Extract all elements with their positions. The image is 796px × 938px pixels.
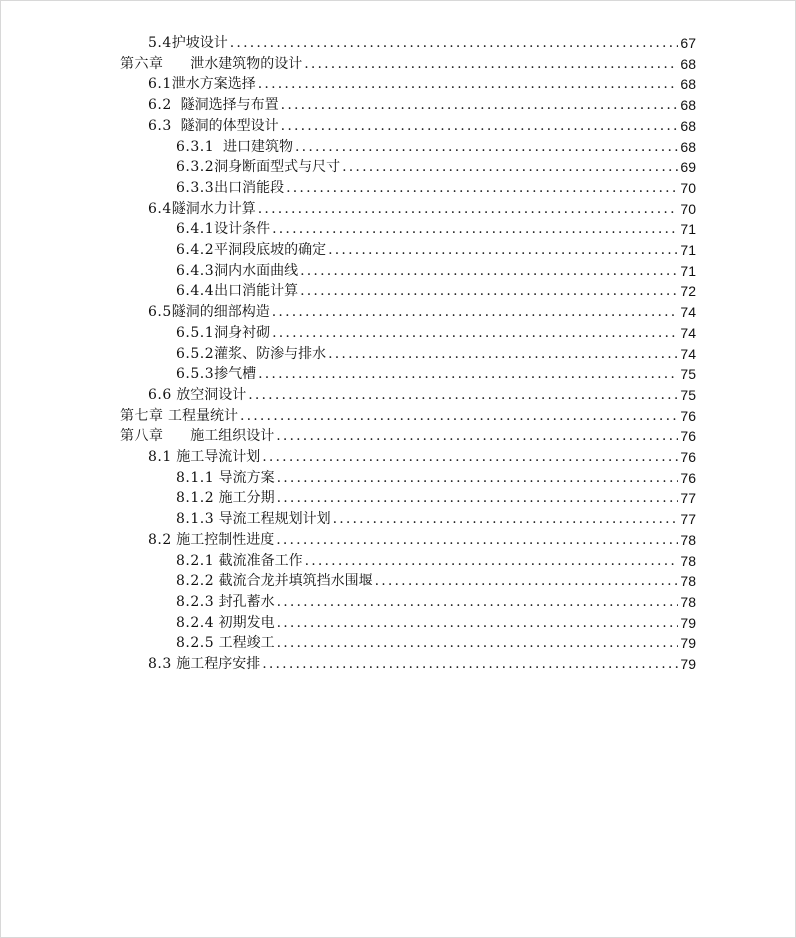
toc-entry-title: 护坡设计 [171,35,228,51]
toc-entry-page-number: 76 [680,428,696,445]
toc-entry[interactable] [176,467,696,487]
toc-entry-title: 施工程序安排 [176,656,261,672]
toc-entry-title: 工程竣工 [218,635,275,652]
toc-entry-spacer [172,117,181,135]
toc-entry-title: 隧洞的细部构造 [171,304,270,321]
toc-entry-page-number: 79 [680,614,696,631]
toc-entry[interactable] [148,94,696,114]
toc-dot-leader [295,138,678,156]
toc-entry[interactable] [148,384,696,404]
toc-entry-number: 8.1 [148,449,172,465]
toc-dot-leader [240,407,678,425]
toc-entry-title: 导流工程规划计划 [218,511,331,528]
toc-entry-number: 8.1.1 [176,469,215,486]
toc-dot-leader [342,158,678,176]
toc-entry-title: 灌浆、防渗与排水 [214,345,327,362]
toc-entry-spacer [164,55,191,73]
toc-entry-title: 掺气槽 [214,366,257,383]
toc-entry-page-number: 77 [680,490,696,507]
toc-entry-number: 8.2.2 [176,573,215,590]
toc-entry[interactable] [176,177,696,197]
toc-dot-leader [333,510,678,528]
toc-entry[interactable] [120,53,696,73]
toc-dot-leader [281,96,678,114]
toc-entry-page-number: 78 [680,531,696,548]
toc-entry-number: 6.4.1 [176,221,215,238]
toc-entry[interactable] [176,632,696,652]
toc-entry-page-number: 74 [680,304,696,321]
toc-entry-page-number: 75 [680,386,696,403]
toc-dot-leader [277,614,678,632]
toc-entry-page-number: 78 [680,552,696,569]
toc-entry-page-number: 69 [680,159,696,176]
toc-entry-page-number: 76 [680,407,696,424]
toc-dot-leader [328,345,678,363]
toc-entry[interactable] [176,136,696,156]
toc-entry-title: 洞身断面型式与尺寸 [214,159,341,176]
toc-entry-page-number: 70 [680,179,696,196]
toc-entry-number: 6.5.3 [176,366,215,383]
toc-entry-page-number: 68 [680,76,696,93]
toc-entry-title: 隧洞选择与布置 [180,97,279,114]
toc-entry-title: 进口建筑物 [223,138,294,155]
toc-entry-number: 6.6 [148,386,172,403]
toc-entry-title: 洞内水面曲线 [214,262,299,279]
toc-entry[interactable] [120,425,696,445]
toc-entry[interactable] [176,508,696,528]
toc-dot-leader [258,75,678,93]
toc-entry[interactable] [176,612,696,632]
toc-dot-leader [281,117,678,135]
toc-entry-page-number: 77 [680,511,696,528]
toc-entry[interactable] [120,405,696,425]
toc-entry[interactable] [176,550,696,570]
toc-entry-page-number: 75 [680,366,696,383]
toc-dot-leader [328,241,678,259]
toc-entry-title: 泄水建筑物的设计 [190,55,303,72]
toc-entry-page-number: 68 [680,97,696,114]
toc-entry-title: 施工控制性进度 [176,531,275,548]
toc-entry-number: 8.1.2 [176,490,215,507]
toc-entry-page-number: 68 [680,138,696,155]
toc-entry-number: 6.3.2 [176,159,215,176]
toc-entry-page-number: 74 [680,345,696,362]
toc-entry-page-number: 78 [680,593,696,610]
toc-entry-title: 隧洞水力计算 [171,200,256,217]
toc-entry-title: 截流合龙并填筑挡水围堰 [218,573,373,590]
toc-entry-page-number: 68 [680,117,696,134]
toc-entry-number: 8.1.3 [176,511,215,528]
toc-dot-leader [230,34,678,52]
toc-dot-leader [262,655,678,673]
toc-entry-title: 施工导流计划 [176,449,261,465]
toc-dot-leader [375,572,678,590]
toc-entry-title: 平洞段底坡的确定 [214,242,327,258]
toc-entry-page-number: 71 [680,221,696,238]
toc-entry-number: 8.2.5 [176,635,215,652]
toc-entry-title: 导流方案 [218,469,275,486]
toc-entry[interactable] [148,653,696,673]
toc-entry[interactable] [148,529,696,549]
toc-entry[interactable] [176,343,696,363]
toc-entry-number: 6.2 [148,97,172,114]
toc-dot-leader [277,469,678,487]
toc-entry-page-number: 68 [680,55,696,72]
toc-entry-number: 6.3.1 [176,138,215,155]
toc-entry-spacer [214,138,223,156]
toc-entry-title: 初期发电 [218,614,275,631]
toc-entry-number: 6.5.1 [176,324,215,341]
toc-entry-number: 6.4 [148,200,172,217]
toc-dot-leader [300,282,678,300]
toc-entry-title: 施工组织设计 [190,428,275,445]
toc-dot-leader [277,593,678,611]
toc-entry-title: 封孔蓄水 [218,593,275,610]
toc-entry-spacer [172,96,181,114]
toc-dot-leader [262,448,678,466]
toc-entry-number: 第七章 [120,407,164,424]
toc-entry[interactable] [148,73,696,93]
toc-dot-leader [276,531,678,549]
toc-entry[interactable] [148,115,696,135]
toc-dot-leader [277,489,678,507]
toc-entry-page-number: 76 [680,469,696,486]
toc-entry-page-number: 79 [680,635,696,652]
toc-dot-leader [258,365,678,383]
toc-entry[interactable] [148,32,696,52]
toc-entry-number: 6.4.4 [176,283,215,300]
toc-entry-page-number: 67 [680,35,696,51]
toc-entry[interactable] [148,198,696,218]
toc-entry[interactable] [176,591,696,611]
toc-entry-number: 8.3 [148,656,172,672]
toc-entry-page-number: 79 [680,656,696,672]
toc-entry[interactable] [176,487,696,507]
toc-entry-page-number: 76 [680,449,696,465]
toc-entry-number: 6.1 [148,76,172,93]
toc-dot-leader [272,220,678,238]
toc-entry-number: 8.2.4 [176,614,215,631]
toc-entry-title: 施工分期 [218,490,275,507]
toc-entry-title: 截流准备工作 [218,552,303,569]
toc-entry-title: 洞身衬砌 [214,324,271,341]
toc-entry[interactable] [176,156,696,176]
toc-entry-page-number: 70 [680,200,696,217]
toc-entry-page-number: 71 [680,262,696,279]
toc-dot-leader [272,303,678,321]
toc-entry-number: 第六章 [120,55,164,72]
toc-entry-page-number: 74 [680,324,696,341]
toc-entry-title: 放空洞设计 [176,386,247,403]
toc-entry-title: 泄水方案选择 [171,76,256,93]
toc-entry-number: 6.3.3 [176,179,215,196]
toc-entry-number: 8.2.1 [176,552,215,569]
toc-dot-leader [258,200,678,218]
toc-entry[interactable] [176,280,696,300]
toc-entry-number: 6.3 [148,117,172,134]
toc-entry-title: 出口消能计算 [214,283,299,300]
toc-entry-number: 6.4.2 [176,242,215,258]
toc-entry-number: 6.5.2 [176,345,215,362]
toc-dot-leader [286,179,678,197]
toc-entry-number: 5.4 [148,35,172,51]
toc-entry-number: 8.2 [148,531,172,548]
toc-entry[interactable] [176,239,696,259]
toc-entry-number: 6.4.3 [176,262,215,279]
toc-entry[interactable] [176,260,696,280]
toc-entry-title: 设计条件 [214,221,271,238]
toc-entry-page-number: 78 [680,573,696,590]
toc-dot-leader [300,262,678,280]
toc-entry[interactable] [176,570,696,590]
toc-entry[interactable] [148,446,696,466]
toc-entry-page-number: 72 [680,283,696,300]
toc-dot-leader [305,552,678,570]
toc-entry-number: 8.2.3 [176,593,215,610]
toc-dot-leader [277,634,678,652]
toc-entry[interactable] [176,218,696,238]
toc-entry-page-number: 71 [680,242,696,258]
toc-entry[interactable] [176,363,696,383]
toc-dot-leader [272,324,678,342]
toc-entry[interactable] [148,301,696,321]
toc-dot-leader [304,55,678,73]
toc-entry[interactable] [176,322,696,342]
toc-entry-spacer [164,427,191,445]
toc-entry-title: 隧洞的体型设计 [180,117,279,134]
toc-entry-title: 出口消能段 [214,179,285,196]
toc-entry-title: 工程量统计 [167,407,238,424]
toc-entry-number: 第八章 [120,428,164,445]
toc-dot-leader [276,427,678,445]
toc-entry-number: 6.5 [148,304,172,321]
toc-dot-leader [248,386,678,404]
